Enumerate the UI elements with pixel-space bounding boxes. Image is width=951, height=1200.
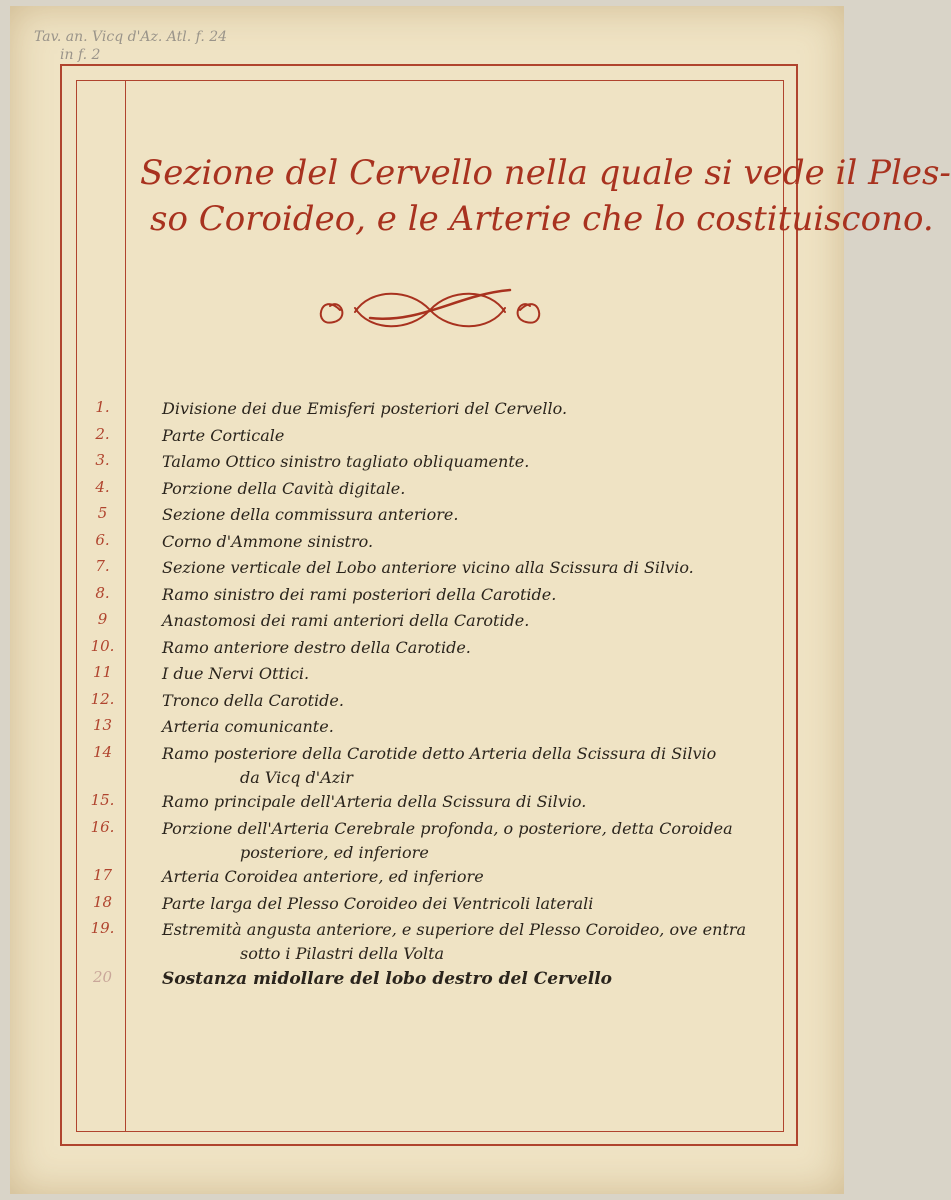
- legend-text: Sostanza midollare del lobo destro del Cervello: [162, 968, 612, 989]
- legend-text: Parte Corticale: [162, 425, 285, 445]
- legend-number: 17: [92, 866, 113, 884]
- legend-text: Anastomosi dei rami anteriori della Carotide.: [162, 611, 530, 630]
- legend-text: Porzione della Cavità digitale.: [162, 478, 406, 498]
- legend-number: 5: [97, 504, 108, 522]
- legend-text: Sezione verticale del Lobo anteriore vicino alla Scissura di Silvio.: [162, 558, 694, 577]
- pencil-annotation-line-2: in f. 2: [60, 47, 101, 63]
- legend-text: Corno d'Ammone sinistro.: [162, 531, 374, 551]
- legend-text: Porzione dell'Arteria Cerebrale profonda, o posteriore, detta Coroidea: [162, 818, 733, 838]
- legend-number: 20: [92, 967, 113, 986]
- legend-number: 3.: [95, 451, 110, 469]
- legend-number: 18: [92, 892, 113, 911]
- legend-number: 11: [92, 663, 113, 681]
- legend-text: Talamo Ottico sinistro tagliato obliquamente.: [162, 452, 530, 471]
- legend-number: 8.: [95, 583, 110, 602]
- legend-text: Ramo principale dell'Arteria della Scissura di Silvio.: [162, 792, 587, 811]
- legend-text: Parte larga del Plesso Coroideo dei Ventricoli laterali: [162, 893, 594, 913]
- legend-text: Arteria Coroidea anteriore, ed inferiore: [162, 867, 484, 886]
- legend-text-continuation: sotto i Pilastri della Volta: [240, 944, 445, 963]
- legend-text-continuation: da Vicq d'Azir: [240, 767, 353, 787]
- number-column-rule: [125, 80, 126, 1132]
- legend-text: Ramo sinistro dei rami posteriori della Carotide.: [162, 584, 557, 604]
- pencil-annotation: [34, 28, 227, 64]
- legend-number: 2.: [95, 424, 110, 443]
- calligraphic-flourish: [310, 280, 550, 340]
- legend-number: 16.: [90, 817, 115, 836]
- legend-text: Arteria comunicante.: [162, 717, 334, 736]
- legend-text: Sezione della commissura anteriore.: [162, 505, 459, 524]
- legend-text: Divisione dei due Emisferi posteriori del Cervello.: [162, 399, 568, 418]
- legend-text: Ramo anteriore destro della Carotide.: [162, 637, 471, 657]
- page-title: [140, 150, 951, 242]
- legend-number: 10.: [90, 636, 115, 655]
- legend-number: 4.: [95, 477, 110, 496]
- legend-number: 19.: [90, 919, 115, 937]
- title-line-1: Sezione del Cervello nella quale si vede il Ples-: [140, 153, 951, 193]
- legend-text: Estremità angusta anteriore, e superiore del Plesso Coroideo, ove entra: [162, 920, 747, 939]
- legend-number: 12.: [90, 689, 115, 708]
- legend-number: 1.: [95, 398, 110, 416]
- legend-text-continuation: posteriore, ed inferiore: [240, 842, 429, 862]
- legend-text: Tronco della Carotide.: [162, 690, 344, 710]
- legend-number: 7.: [95, 557, 110, 575]
- pencil-annotation-line-1: Tav. an. Vicq d'Az. Atl. f. 24: [34, 29, 228, 45]
- title-line-2: so Coroideo, e le Arterie che lo costituiscono.: [150, 199, 934, 239]
- legend-number: 15.: [90, 791, 115, 809]
- legend-number: 14: [92, 742, 113, 761]
- legend-number: 13: [92, 716, 113, 734]
- legend-text: I due Nervi Ottici.: [162, 664, 310, 683]
- legend-number: 6.: [95, 530, 110, 549]
- legend-number: 9: [97, 610, 108, 628]
- legend-text: Ramo posteriore della Carotide detto Arteria della Scissura di Silvio: [162, 743, 717, 763]
